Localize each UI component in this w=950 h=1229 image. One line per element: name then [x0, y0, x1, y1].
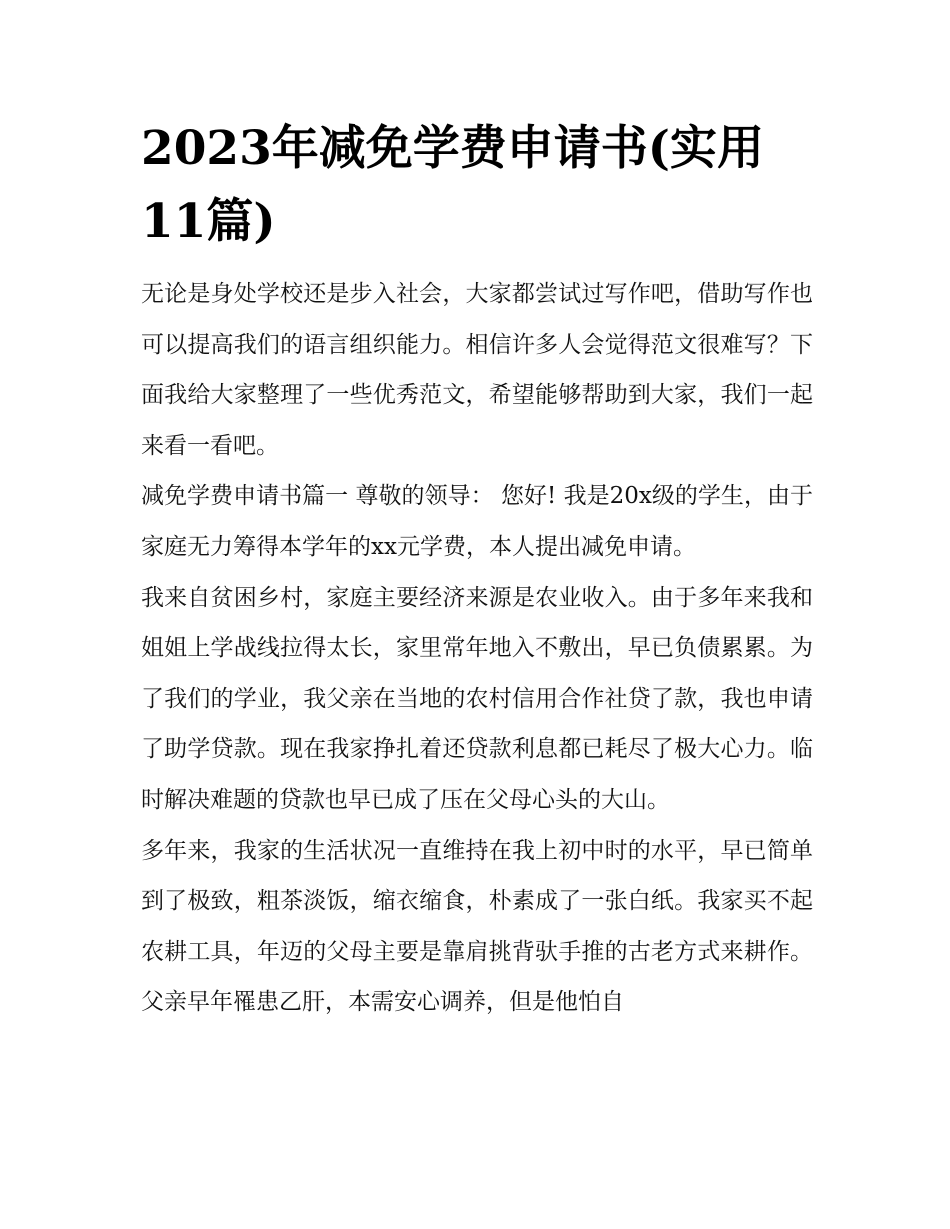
- paragraph-living-conditions: 多年来，我家的生活状况一直维持在我上初中时的水平，早已简单到了极致，粗茶淡饭，缩衣缩食，朴素成了一张白纸。我家买不起农耕工具，年迈的父母主要是靠肩挑背驮手推的古老方式来耕作。父亲早年罹患乙肝，本需安心调养，但是他怕自: [141, 837, 813, 1016]
- document-title: 2023年减免学费申请书(实用11篇): [141, 121, 765, 249]
- document-body: [141, 269, 813, 1028]
- paragraph-salutation: 减免学费申请书篇一 尊敬的领导： 您好! 我是20x级的学生，由于家庭无力筹得本学年的xx元学费，本人提出减免申请。: [141, 483, 813, 560]
- paragraph-intro: 无论是身处学校还是步入社会，大家都尝试过写作吧，借助写作也可以提高我们的语言组织能力。相信许多人会觉得范文很难写？下面我给大家整理了一些优秀范文，希望能够帮助到大家，我们一起来看一看吧。: [141, 281, 813, 459]
- paragraph-background: 我来自贫困乡村，家庭主要经济来源是农业收入。由于多年来我和姐姐上学战线拉得太长，家里常年地入不敷出，早已负债累累。为了我们的学业，我父亲在当地的农村信用合作社贷了款，我也申请了助学贷款。现在我家挣扎着还贷款利息都已耗尽了极大心力。临时解决难题的贷款也早已成了压在父母心头的大山。: [141, 584, 813, 813]
- document-page: [141, 112, 813, 1028]
